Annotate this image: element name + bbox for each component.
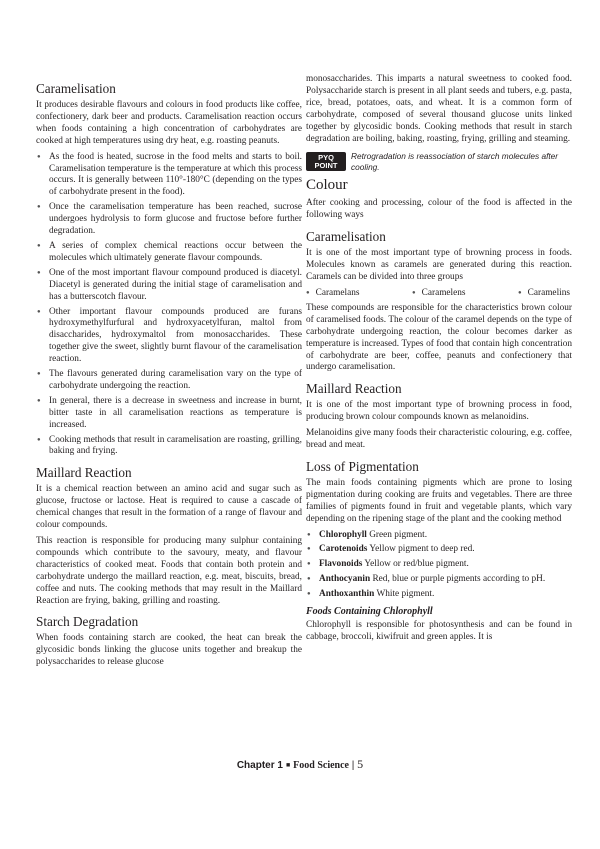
paragraph: These compounds are responsible for the characteristics brown colour of caramelised foods. The colour of the caramel depends on the type of carbohydrate undergoing reaction, the colour becomes darker as temperature is increased. Types of food that contain high concentration of carbohydrate are beer, coffee, peanuts and confectionery that undergo caramelisation. [306, 302, 572, 373]
subheading-chlorophyll: Foods Containing Chlorophyll [306, 606, 433, 618]
list-item [306, 574, 572, 586]
page-footer [0, 757, 600, 772]
paragraph: After cooking and processing, colour of the food is affected in the following ways [306, 198, 572, 221]
section-heading-caramelisation: Caramelisation [36, 81, 116, 96]
footer-subject: Food Science [293, 760, 349, 771]
paragraph: Melanoidins give many foods their characteristic colouring, e.g. coffee, bread and meat. [306, 428, 572, 451]
list-item: ● One of the most important flavour compound produced is diacetyl. Diacetyl is generated during the initial stage of caramelisation and has a butterscotch flavour. [36, 268, 302, 304]
pyq-text: Retrogradation is reassociation of starch molecules after cooling. [351, 151, 559, 172]
pigment-desc: White pigment. [376, 589, 435, 600]
list-item: ● Once the caramelisation temperature has been reached, sucrose undergoes hydrolysis to form glucose and fructose before further degradation. [36, 202, 302, 238]
caramel-type: ● Caramelans [306, 288, 360, 300]
section-heading-starch: Starch Degradation [36, 614, 139, 630]
pigment-name: Anthocyanin [319, 574, 371, 585]
pigment-name: Carotenoids [319, 544, 368, 555]
pyq-badge-top: PYQ [318, 152, 334, 162]
pyq-badge [306, 152, 346, 171]
paragraph: It produces desirable flavours and colours in food products like coffee, confectionery, dark beer and products. Caramelisation reaction occurs when foods containing a high concentration of carbohydrates are cooked at high temperatures using dry heat, e.g. roasting peanuts. [36, 100, 302, 146]
list-item [306, 559, 572, 571]
left-column [36, 74, 302, 673]
paragraph: The main foods containing pigments which are prone to losing pigmentation during cooking are fruits and vegetables. There are three families of pigments found in fruit and vegetable plants, which vary depending on the ripening stage of the plant and the cooking method [306, 477, 572, 524]
list-item [306, 589, 572, 601]
square-bullet-icon: ■ [285, 762, 291, 769]
list-item: ● Other important flavour compounds produced are furans hydroxymethylfurfural and hydroxyacetylfuran, maltol from disaccharides, hydroxymaltol from monosaccharides. These together give the sweet, slightly burnt flavour of the caramelisation reaction. [36, 307, 302, 367]
section-heading-maillard: Maillard Reaction [36, 465, 132, 481]
pigment-name: Anthoxanthin [319, 589, 375, 600]
list-item: ● The flavours generated during caramelisation vary on the type of carbohydrate undergoing the reaction. [36, 369, 302, 393]
pigment-list [306, 530, 572, 602]
bullet-list [36, 152, 302, 459]
pyq-badge-bottom: POINT [314, 160, 338, 170]
pigment-desc: Yellow or red/blue pigment. [364, 559, 469, 570]
list-item: ● Cooking methods that result in caramelisation are roasting, grilling, baking and frying. [36, 435, 302, 459]
paragraph: It is one of the most important type of browning process in food, producing brown colour compounds known as melanoidins. [306, 400, 572, 423]
list-item: ● A series of complex chemical reactions occur between the molecules which ultimately generate flavour compounds. [36, 241, 302, 265]
caramel-type: ● Caramelins [518, 288, 570, 300]
subheading-caramelisation: Caramelisation [306, 229, 386, 245]
pigment-desc: Green pigment. [369, 529, 428, 540]
pigment-name: Flavonoids [319, 559, 363, 570]
pigment-desc: Yellow pigment to deep red. [369, 544, 475, 555]
list-item: ● In general, there is a decrease in sweetness and increase in burnt, bitter taste in all caramelisation reactions as temperature is increased. [36, 396, 302, 432]
paragraph: monosaccharides. This imparts a natural sweetness to cooked food. Polysaccharide starch is present in all plant seeds and tubers, e.g. pasta, rice, bread, potatoes, oats, and wheat. It is a common form of carbohydrate, composed of several thousand glucose units linked together by glycosidic bonds. Cooking methods that result in starch degradation are boiling, baking, roasting, frying, grilling and steaming. [306, 74, 572, 144]
list-item [306, 544, 572, 556]
paragraph: This reaction is responsible for producing many sulphur containing compounds which contribute to the savoury, meaty, and flavour characteristics of cooked meat. Foods that contain both protein and carbohydrate undergo the maillard reaction, e.g. meat, biscuits, bread, coffee and nuts. The cooking methods that may result in the Maillard Reaction are frying, baking, grilling and roasting. [36, 536, 302, 606]
list-item: ● As the food is heated, sucrose in the food melts and starts to boil. Caramelisation temperature is the temperature at which this process occurs. It is generally between 110°-180°C (depending on the types of carbohydrate present in the food). [36, 152, 302, 200]
subheading-pigmentation: Loss of Pigmentation [306, 458, 419, 474]
caramel-type: ● Caramelens [412, 288, 466, 300]
footer-separator: | [351, 760, 355, 771]
pigment-desc: Red, blue or purple pigments according to pH. [372, 574, 546, 585]
paragraph: It is a chemical reaction between an amino acid and sugar such as glucose, fructose or lactose. Heat is required to cause a cascade of chemical changes that result in the formation of a range of flavour and colour compounds. [36, 484, 302, 531]
page-number: 5 [357, 757, 364, 771]
subheading-maillard: Maillard Reaction [306, 381, 402, 397]
paragraph: Chlorophyll is responsible for photosynthesis and can be found in cabbage, broccoli, kiwifruit and green apples. It is [306, 620, 572, 642]
pyq-callout [306, 151, 572, 172]
paragraph: It is one of the most important type of browning process in foods. Molecules known as caramels are generated during this reaction. Caramels can be divided into three groups [306, 248, 572, 283]
pigment-name: Chlorophyll [319, 529, 367, 540]
footer-chapter: Chapter 1 [236, 760, 283, 771]
caramel-types [306, 288, 572, 300]
list-item [306, 530, 572, 542]
section-heading-colour: Colour [306, 177, 348, 194]
right-column [306, 74, 572, 648]
paragraph: When foods containing starch are cooked, the heat can break the glycosidic bonds linking the glucose units together and breakup the polysaccharides to release glucose [36, 633, 302, 668]
